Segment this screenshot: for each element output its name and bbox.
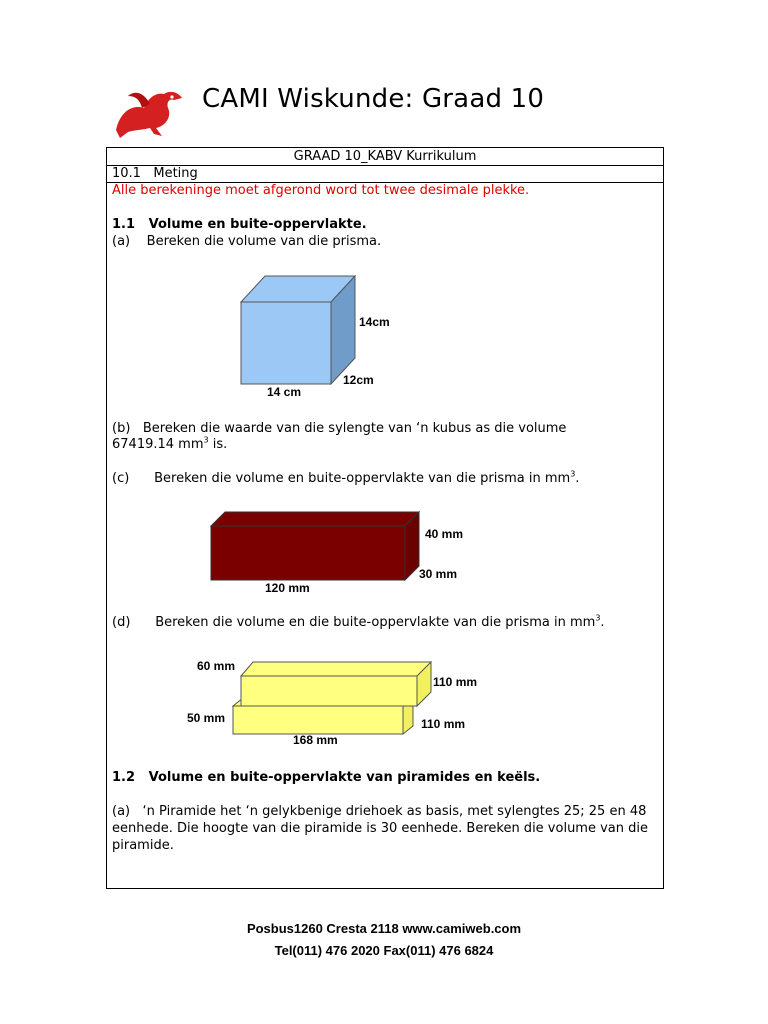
bottom-step-label: 50 mm (187, 711, 226, 725)
question-1-2-a-line3: piramide. (112, 838, 174, 853)
question-1-1-heading (112, 217, 367, 233)
question-1-2-a-line2: eenhede. Die hoogte van die piramide is 30 eenhede. Bereken die volume van die (112, 821, 648, 836)
footer-contact: Tel(011) 476 2020 Fax(011) 476 6824 (274, 943, 494, 958)
question-1-2-heading (112, 770, 540, 786)
prism-front-face (211, 526, 405, 580)
question-1-1-a (112, 234, 381, 250)
rounding-note: Alle berekeninge moet afgerond word tot twee desimale plekke. (112, 183, 530, 198)
width-label: 168 mm (293, 733, 338, 747)
item-text: Bereken die waarde van die sylengte van ‘n kubus as die volume (142, 421, 567, 436)
item-label: (a) (112, 234, 131, 249)
cami-dragon-logo (110, 82, 186, 142)
top-step-front (241, 676, 417, 706)
question-title: Volume en buite-oppervlakte van piramides en keëls. (148, 770, 541, 785)
prism-top-face (211, 512, 419, 526)
page-title: CAMI Wiskunde: Graad 10 (202, 84, 545, 114)
section-heading (112, 166, 198, 182)
volume-value: 67419.14 mm (112, 437, 204, 452)
item-label: (d) (112, 615, 131, 630)
question-1-1-b-line2: 67419.14 $mm^3$ is. (112, 435, 228, 452)
top-step-label: 60 mm (197, 659, 236, 673)
question-title: Volume en buite-oppervlakte. (148, 217, 367, 232)
height-label: 110 mm (433, 675, 478, 689)
curriculum-title: GRAAD 10_KABV Kurrikulum (293, 149, 477, 164)
item-text: Bereken die volume en buite-oppervlakte van die prisma in mm (154, 471, 571, 486)
question-1-1-d: (d) Bereken die volume en die buite-oppervlakte van die prisma in $mm^3$. (112, 613, 605, 630)
item-label: (c) (112, 471, 130, 486)
section-number: 10.1 (112, 166, 141, 181)
question-1-1-b (112, 421, 566, 437)
height-label: 40 mm (425, 527, 464, 541)
prism-figure-d (183, 656, 493, 750)
question-number: 1.1 (112, 217, 136, 232)
prism-figure-c (207, 508, 487, 598)
depth-label: 12cm (343, 373, 374, 387)
question-number: 1.2 (112, 770, 136, 785)
depth-label: 110 mm (421, 717, 466, 731)
item-text: Bereken die volume van die prisma. (146, 234, 382, 249)
item-text: ‘n Piramide het ‘n gelykbenige driehoek as basis, met sylengtes 25; 25 en 48 (142, 804, 647, 819)
width-label: 120 mm (265, 581, 310, 595)
footer-address: Posbus1260 Cresta 2118 www.camiweb.com (246, 921, 522, 936)
item-label: (b) (112, 421, 131, 436)
width-label: 14 cm (267, 385, 302, 399)
question-1-2-a-line1 (112, 804, 646, 820)
bottom-step-front (233, 706, 403, 734)
prism-figure-a (227, 274, 417, 402)
height-label: 14cm (359, 315, 390, 329)
item-label: (a) (112, 804, 131, 819)
item-text-suffix: is. (208, 437, 228, 452)
question-1-1-c: (c) Bereken die volume en buite-oppervlakte van die prisma in $mm^3$. (112, 469, 580, 486)
depth-label: 30 mm (419, 567, 458, 581)
item-text: Bereken die volume en die buite-oppervlakte van die prisma in mm (155, 615, 596, 630)
top-step-top (241, 662, 431, 676)
section-name: Meting (153, 166, 198, 181)
prism-front-face (241, 302, 331, 384)
curriculum-frame (106, 147, 664, 889)
